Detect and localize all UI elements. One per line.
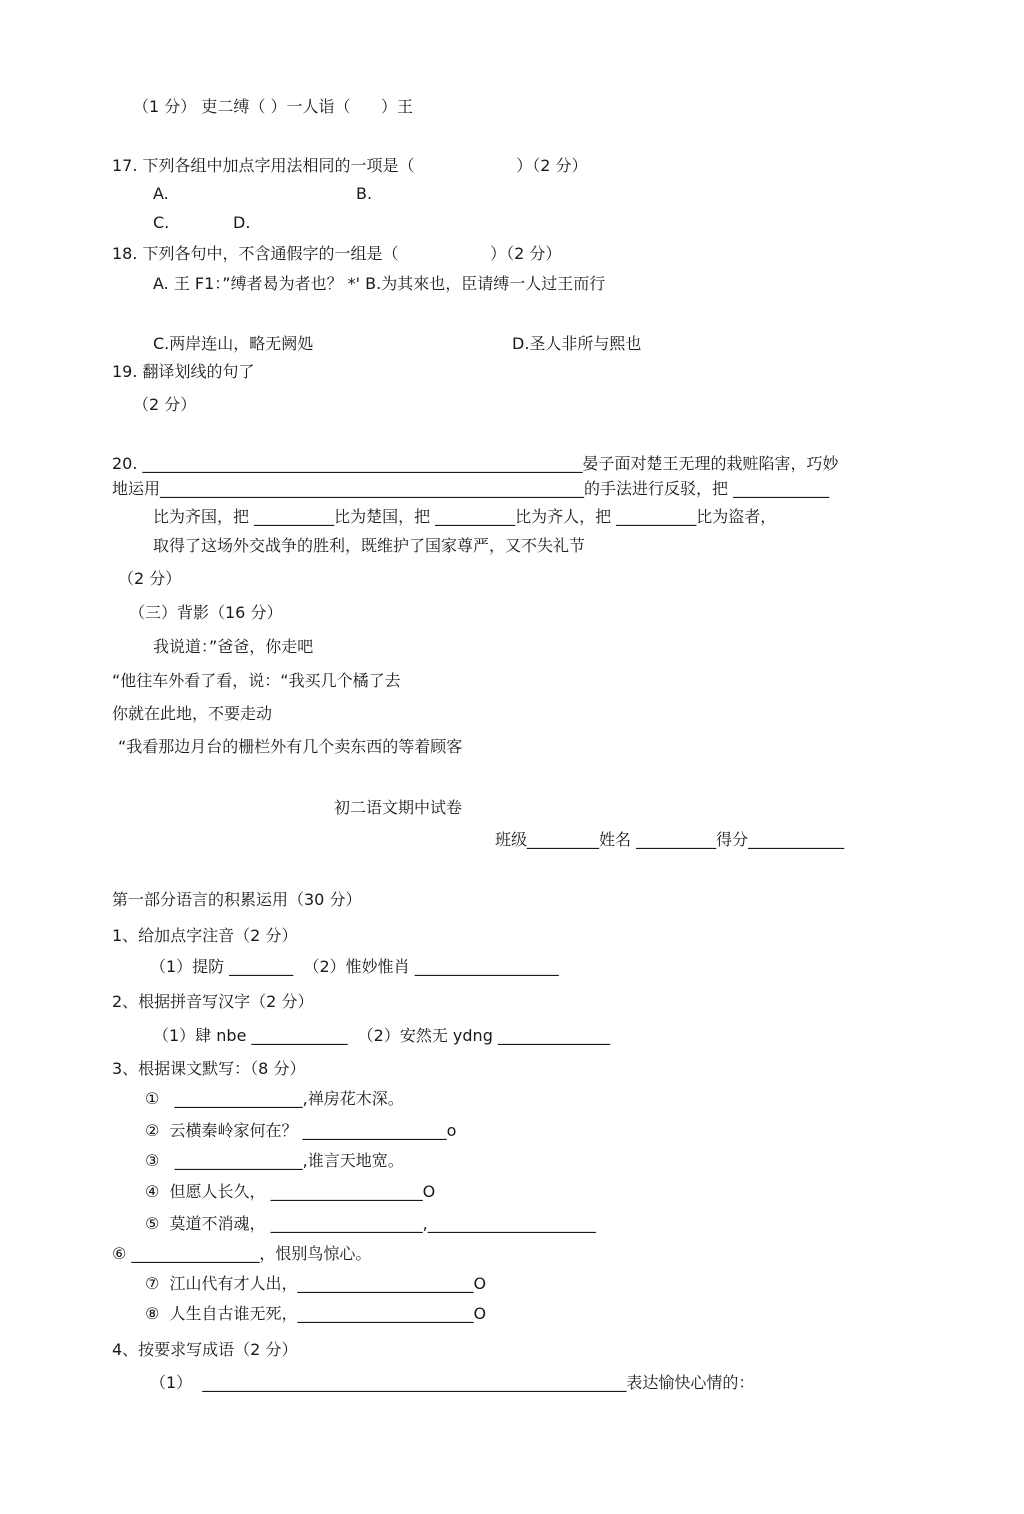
student-info-line: 班级_________姓名 __________得分____________ (495, 830, 845, 849)
q3-stem: 3、根据课文默写：（8 分） (112, 1059, 306, 1078)
q17-stem: 17. 下列各组中加点字用法相同的一项是（ ）（2 分） (112, 156, 588, 175)
q17-option-d: D. (233, 213, 251, 232)
q20-score: （2 分） (118, 569, 182, 588)
excerpt-line-3: 你就在此地，不要走动 (112, 704, 273, 723)
q17-option-b: B. (356, 184, 373, 203)
excerpt-line-2: “他往车外看了看，说：“我买几个橘了去 (112, 671, 401, 690)
q1-items: （1）提防 ________ （2）惟妙惟肖 __________________ (150, 957, 559, 976)
q20-line-4: 取得了这场外交战争的胜利，既维护了国家尊严，又不失礼节 (153, 536, 586, 555)
q18-stem: 18. 下列各句中，不含通假字的一组是（ ）（2 分） (112, 244, 562, 263)
q19-score: （2 分） (133, 395, 197, 414)
exam-title: 初二语文期中试卷 (334, 798, 463, 817)
part-1-heading: 第一部分语言的积累运用（30 分） (112, 890, 362, 909)
q2-stem: 2、根据拼音写汉字（2 分） (112, 992, 314, 1011)
q17-option-c: C. (153, 213, 170, 232)
q20-line-1: 20. _______________________________________________________晏子面对楚王无理的栽赃陷害，巧妙 (112, 454, 839, 473)
q3-item-4: ④ 但愿人长久， ___________________O (145, 1182, 436, 1201)
excerpt-line-4: “我看那边月台的栅栏外有几个卖东西的等着顾客 (118, 737, 463, 756)
q3-item-1: ① ________________,禅房花木深。 (145, 1089, 404, 1108)
q18-options-ab: A. 王 F1：”缚者曷为者也？ *' B.为其來也，臣请缚一人过王而行 (153, 274, 606, 293)
q3-item-8: ⑧ 人生自古谁无死，______________________O (145, 1304, 487, 1323)
q1-stem: 1、给加点字注音（2 分） (112, 926, 298, 945)
q3-item-3: ③ ________________,谁言天地宽。 (145, 1151, 404, 1170)
q4-stem: 4、按要求写成语（2 分） (112, 1340, 298, 1359)
section-3-heading: （三）背影（16 分） (129, 603, 283, 622)
q20-line-2: 地运用_____________________________________________________的手法进行反驳，把 ____________ (112, 479, 830, 498)
q20-line-3: 比为齐国，把 __________比为楚国，把 __________比为齐人，把 __________比为盗者， (153, 507, 777, 526)
q17-option-a: A. (153, 184, 169, 203)
q16-item-line: （1 分） 吏二缚（ ）一人诣（ ）王 (133, 97, 413, 116)
q3-item-2: ② 云横秦岭家何在？ __________________o (145, 1121, 457, 1140)
q3-item-7: ⑦ 江山代有才人出，______________________O (145, 1274, 487, 1293)
excerpt-line-1: 我说道：”爸爸，你走吧 (153, 637, 314, 656)
q3-item-6: ⑥ ________________，恨别鸟惊心。 (112, 1244, 372, 1263)
q4-item-1: （1） _____________________________________________________表达愉快心情的： (150, 1373, 755, 1392)
q18-option-c: C.两岸连山，略无阙処 (153, 334, 314, 353)
q19-stem: 19. 翻译划线的句了 (112, 362, 255, 381)
q2-items: （1）肆 nbe ____________ （2）安然无 ydng ______________ (153, 1026, 610, 1045)
q18-option-d: D.圣人非所与熙也 (512, 334, 642, 353)
q3-item-5: ⑤ 莫道不消魂， ___________________,_____________________ (145, 1214, 596, 1233)
